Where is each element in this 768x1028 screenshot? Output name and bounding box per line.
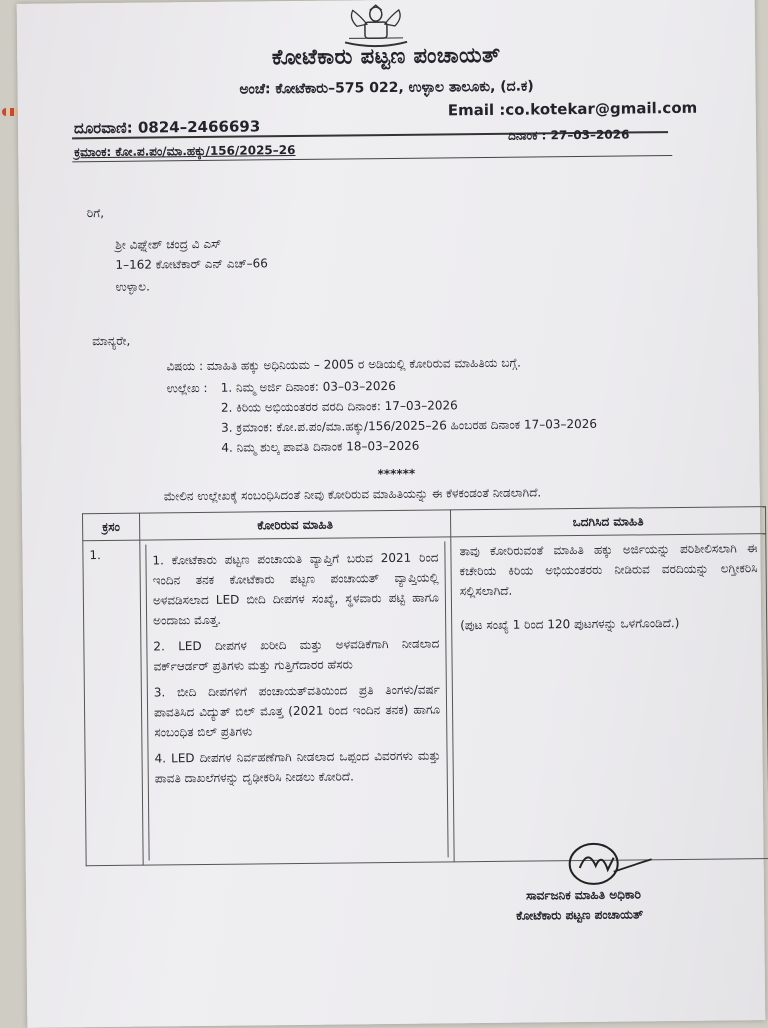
recipient-name: ಶ್ರೀ ವಿಘ್ನೇಶ್ ಚಂದ್ರ ವಿ ಎಸ್ bbox=[115, 236, 222, 252]
office-title: ಕೋಟೆಕಾರು ಪಟ್ಟಣ ಪಂಚಾಯತ್ bbox=[271, 42, 501, 70]
office-address: ಅಂಚೆ: ಕೋಟೆಕಾರು–575 022, ಉಳ್ಳಾಲ ತಾಲೂಕು, (ದ.ಕ) bbox=[239, 78, 534, 98]
column-header-provided: ಒದಗಿಸಿದ ಮಾಹಿತಿ bbox=[450, 507, 765, 537]
reference-item: 2. ಕಿರಿಯ ಅಭಿಯಂತರರ ವರದಿ ದಿನಾಂಕ: 17–03–2026 bbox=[220, 398, 458, 415]
requested-item: 3. ಬೀದಿ ದೀಪಗಳಿಗೆ ಪಂಚಾಯತ್‌ವತಿಯಿಂದ ಪ್ರತಿ ತಿಂಗಳು/ವರ್ಷ ಪಾವತಿಸಿದ ವಿದ್ಯುತ್ ಬಿಲ್ ಮೊತ್ತ (2021 ರಿಂದ ಇಂದಿನ ತನಕ) ಹಾಗೂ ಸಂಬಂಧಿತ ಬಿಲ್ ಪ್ರತಿಗಳು bbox=[153, 682, 441, 740]
provided-note: (ಪುಟ ಸಂಖ್ಯೆ 1 ರಿಂದ 120 ಪುಟಗಳನ್ನು ಒಳಗೊಂಡಿದೆ.) bbox=[460, 615, 680, 633]
officer-office: ಕೋಟೆಕಾರು ಪಟ್ಟಣ ಪಂಚಾಯತ್ bbox=[516, 907, 644, 923]
letter-date: ದಿನಾಂಕ : 27–03–2026 bbox=[507, 127, 630, 143]
requested-item: 4. LED ದೀಪಗಳ ನಿರ್ವಹಣೆಗಾಗಿ ನೀಡಲಾದ ಒಪ್ಪಂದ ವಿವರಗಳು ಮತ್ತು ಪಾವತಿ ದಾಖಲೆಗಳನ್ನು ದೃಢೀಕರಿಸಿ ನೀಡಲು ಕೋರಿದೆ. bbox=[154, 748, 441, 786]
column-header-requested: ಕೋರಿರುವ ಮಾಹಿತಿ bbox=[139, 510, 450, 540]
recipient-to: ರಿಗೆ, bbox=[86, 205, 105, 221]
requested-list bbox=[145, 541, 448, 860]
reference-item: 1. ನಿಮ್ಮ ಅರ್ಜಿ ದಿನಾಂಕ: 03–03–2026 bbox=[220, 378, 396, 395]
intro-text: ಮೇಲಿನ ಉಲ್ಲೇಖಕ್ಕೆ ಸಂಬಂಧಿಸಿದಂತೆ ನೀವು ಕೋರಿರುವ ಮಾಹಿತಿಯನ್ನು ಈ ಕೆಳಕಂಡಂತೆ ನೀಡಲಾಗಿದೆ. bbox=[163, 485, 542, 504]
separator: ****** bbox=[377, 466, 416, 482]
requested-item: 2. LED ದೀಪಗಳ ಖರೀದಿ ಮತ್ತು ಅಳವಡಿಕೆಗಾಗಿ ನೀಡಲಾದ ವರ್ಕ್‌ಆರ್ಡರ್ ಪ್ರತಿಗಳು ಮತ್ತು ಗುತ್ತಿಗೆದಾರರ ಹೆಸರು bbox=[153, 636, 440, 674]
provided-cell bbox=[451, 534, 768, 862]
reference-item: 4. ನಿಮ್ಮ ಶುಲ್ಕ ಪಾವತಿ ದಿನಾಂಕ 18–03–2026 bbox=[221, 438, 420, 455]
requested-item: 1. ಕೋಟೆಕಾರು ಪಟ್ಟಣ ಪಂಚಾಯತಿ ವ್ಯಾಪ್ತಿಗೆ ಬರುವ 2021 ರಿಂದ ಇಂದಿನ ತನಕ ಕೋಟೆಕಾರು ಪಟ್ಟಣ ಪಂಚಾಯತ್ ವ್ಯಾಪ್ತಿಯಲ್ಲಿ ಅಳವಡಿಸಲಾದ LED ಬೀದಿ ದೀಪಗಳ ಸಂಖ್ಯೆ, ಸ್ಥಳವಾರು ಪಟ್ಟಿ ಹಾಗೂ ಅಂದಾಜು ಮೊತ್ತ. bbox=[152, 550, 439, 628]
salutation: ಮಾನ್ಯರೇ, bbox=[92, 333, 131, 349]
subject-line: ವಿಷಯ : ಮಾಹಿತಿ ಹಕ್ಕು ಅಧಿನಿಯಮ – 2005 ರ ಅಡಿಯಲ್ಲಿ ಕೋರಿರುವ ಮಾಹಿತಿಯ ಬಗ್ಗೆ. bbox=[166, 355, 521, 374]
recipient-city: ಉಳ್ಳಾಲ. bbox=[115, 279, 150, 294]
column-header-serial: ಕ್ರಸಂ bbox=[83, 513, 140, 541]
office-email: Email :co.kotekar@gmail.com bbox=[447, 98, 698, 120]
references-label: ಉಲ್ಲೇಖ : bbox=[166, 380, 208, 396]
information-table bbox=[82, 506, 768, 866]
reference-number: ಕ್ರಮಾಂಕ: ಕೋ.ಪ.ಪಂ/ಮಾ.ಹಕ್ಕು/156/2025–26 bbox=[74, 142, 296, 160]
reference-item: 3. ಕ್ರಮಾಂಕ: ಕೋ.ಪ.ಪಂ/ಮಾ.ಹಕ್ಕು/156/2025–26 ಹಿಂಬರಹ ದಿನಾಂಕ 17–03–2026 bbox=[221, 416, 598, 435]
table-row bbox=[83, 534, 768, 866]
serial-cell: 1. bbox=[83, 540, 143, 866]
letter-page bbox=[17, 0, 766, 1028]
officer-designation: ಸಾರ್ವಜನಿಕ ಮಾಹಿತಿ ಅಧಿಕಾರಿ bbox=[525, 887, 641, 903]
requested-cell bbox=[140, 537, 454, 865]
office-phone: ದೂರವಾಣಿ: 0824–2466693 bbox=[73, 117, 261, 138]
state-emblem-icon bbox=[337, 4, 415, 49]
recipient-address: 1–162 ಕೋಟೆಕಾರ್ ಎನ್ ಎಚ್–66 bbox=[115, 256, 268, 272]
provided-text: ತಾವು ಕೋರಿರುವಂತೆ ಮಾಹಿತಿ ಹಕ್ಕು ಅರ್ಜಿಯನ್ನು ಪರಿಶೀಲಿಸಲಾಗಿ ಈ ಕಚೇರಿಯ ಕಿರಿಯ ಅಭಿಯಂತರರು ನೀಡಿರುವ ವರದಿಯನ್ನು ಲಗ್ತೀಕರಿಸಿ ಸಲ್ಲಿಸಲಾಗಿದೆ. bbox=[459, 541, 758, 599]
signature-icon bbox=[563, 837, 654, 888]
